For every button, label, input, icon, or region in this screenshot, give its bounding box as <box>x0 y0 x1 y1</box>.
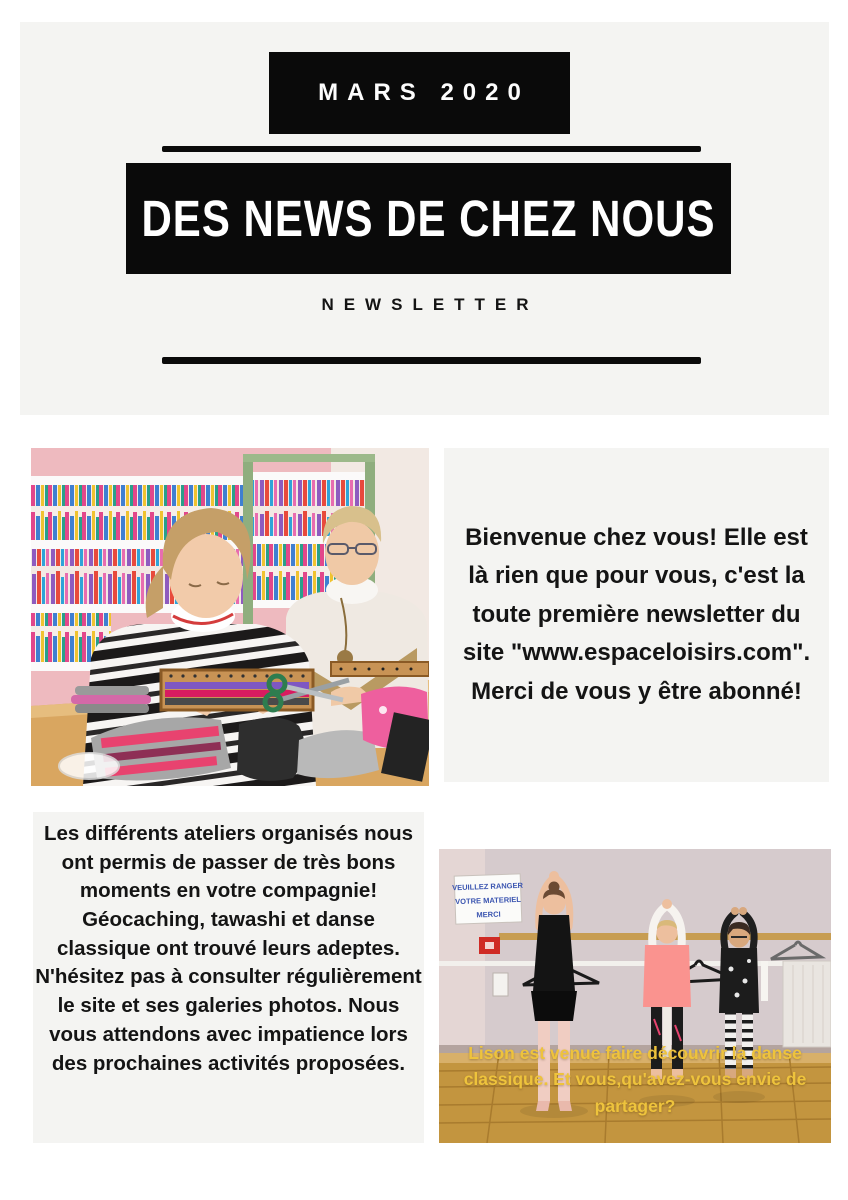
newsletter-subtitle: NEWSLETTER <box>321 295 539 314</box>
title-banner <box>126 163 731 274</box>
radiator <box>783 961 831 1047</box>
light-switch <box>493 973 508 996</box>
issue-date: MARS 2020 <box>318 79 530 106</box>
divider-bottom <box>162 357 701 364</box>
fabric-stack <box>71 686 151 713</box>
welcome-panel <box>444 448 829 782</box>
workshop-photo-illustration <box>31 448 429 786</box>
sign-line-3: MERCI <box>476 909 501 920</box>
sign-line-1: VEUILLEZ RANGER <box>452 880 524 893</box>
divider-top <box>162 146 701 152</box>
welcome-text: Bienvenue chez vous! Elle est là rien que pour vous, c'est la toute première newsletter du site "www.espaceloisirs.com". Merci de vous y être abonné! <box>462 524 811 705</box>
plastic-cup <box>59 753 119 779</box>
ateliers-text: Les différents ateliers organisés nous ont permis de passer de très bons moments en votre compagnie! Géocaching, tawashi et danse classique ont trouvé leurs adeptes. N'hésitez pas à consulter régulièrement le site et ses galeries photos. Nous vous attendons avec impatience lors des prochaines activités proposées. <box>35 822 422 1075</box>
page-title: DES NEWS DE CHEZ NOUS <box>141 189 716 247</box>
wall-sign <box>452 874 525 924</box>
dance-caption: Lison est venue faire découvrir la danse classique. Et vous,qu'avez-vous envie de partager? <box>463 1043 807 1116</box>
sign-line-2: VOTRE MATERIEL <box>455 894 522 907</box>
workshop-photo <box>31 448 429 786</box>
issue-date-box <box>269 52 570 134</box>
ateliers-panel <box>33 812 424 1143</box>
